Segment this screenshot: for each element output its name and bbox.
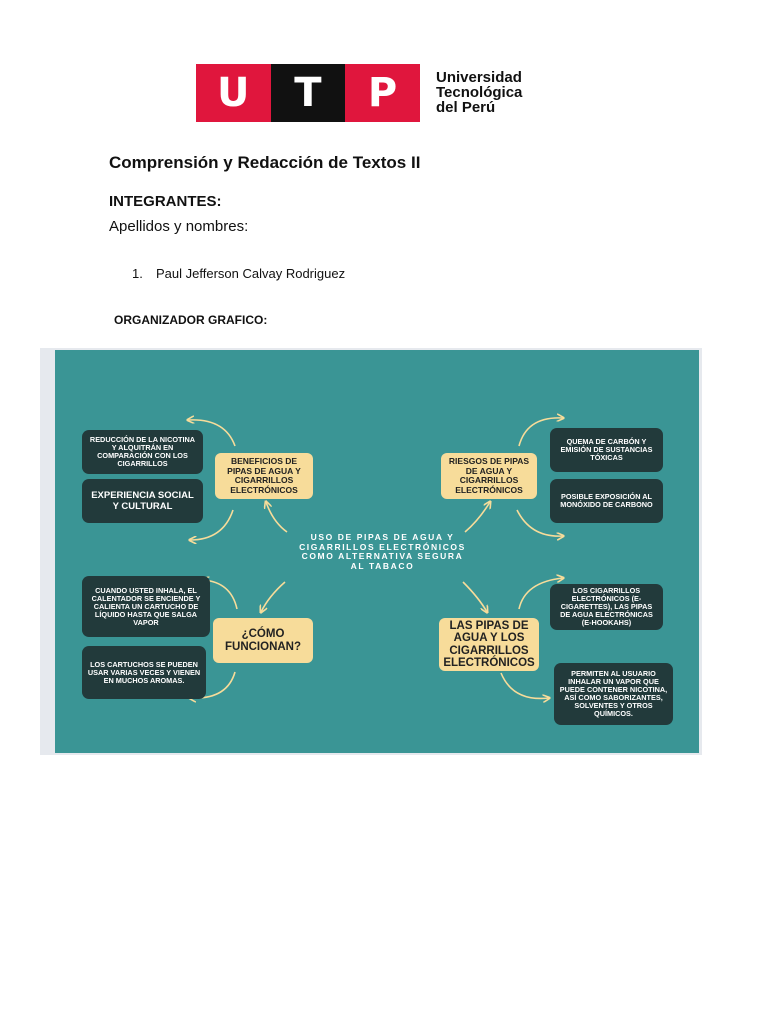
arrow-center-to-how	[261, 582, 285, 612]
organizer-heading: ORGANIZADOR GRAFICO:	[114, 313, 268, 327]
course-title: Comprensión y Redacción de Textos II	[109, 153, 421, 172]
graphic-organizer	[55, 350, 699, 753]
definition-detail-1: LOS CIGARRILLOS ELECTRÓNICOS (E-CIGARETTES), LAS PIPAS DE AGUA ELECTRÓNICAS (E-HOOKAHS)	[550, 584, 663, 630]
definition-node: LAS PIPAS DE AGUA Y LOS CIGARRILLOS ELECTRÓNICOS	[439, 618, 539, 671]
members-heading: INTEGRANTES:	[109, 193, 222, 210]
how-detail-2: LOS CARTUCHOS SE PUEDEN USAR VARIAS VECES Y VIENEN EN MUCHOS AROMAS.	[82, 646, 206, 699]
risks-detail-2: POSIBLE EXPOSICIÓN AL MONÓXIDO DE CARBONO	[550, 479, 663, 523]
member-item	[132, 266, 345, 281]
arrow-center-to-benefits	[266, 502, 287, 532]
logo-letter-p: P	[345, 64, 420, 122]
logo-name-line-1: Universidad	[436, 69, 522, 86]
names-label: Apellidos y nombres:	[109, 218, 249, 235]
benefits-detail-1: REDUCCIÓN DE LA NICOTINA Y ALQUITRÁN EN COMPARACIÓN CON LOS CIGARRILLOS	[82, 430, 203, 474]
member-name: Paul Jefferson Calvay Rodriguez	[156, 266, 346, 281]
logo-university-name	[436, 70, 522, 115]
logo-name-line-2: Tecnológica	[436, 84, 523, 101]
arrow-center-to-definition	[463, 582, 487, 612]
utp-logo	[196, 64, 541, 124]
benefits-node: BENEFICIOS DE PIPAS DE AGUA Y CIGARRILLOS ELECTRÓNICOS	[215, 453, 313, 499]
arrow-definition-to-detail-2	[501, 673, 549, 698]
how-detail-1: CUANDO USTED INHALA, EL CALENTADOR SE ENCIENDE Y CALIENTA UN CARTUCHO DE LÍQUIDO HASTA QUE SALGA VAPOR	[82, 576, 210, 637]
how-it-works-node: ¿CÓMO FUNCIONAN?	[213, 618, 313, 663]
graphic-organizer-frame	[40, 348, 702, 755]
arrow-center-to-risks	[465, 502, 490, 532]
definition-detail-2: PERMITEN AL USUARIO INHALAR UN VAPOR QUE PUEDE CONTENER NICOTINA, ASÍ COMO SABORIZANTES, SOLVENTES Y OTROS QUÍMICOS.	[554, 663, 673, 725]
logo-letter-blocks	[196, 64, 420, 122]
logo-name-line-3: del Perú	[436, 99, 496, 116]
risks-detail-1: QUEMA DE CARBÓN Y EMISIÓN DE SUSTANCIAS TÓXICAS	[550, 428, 663, 472]
member-number: 1.	[132, 266, 143, 281]
diagram-center-topic: USO DE PIPAS DE AGUA Y CIGARRILLOS ELECTRÓNICOS COMO ALTERNATIVA SEGURA AL TABACO	[299, 532, 466, 571]
risks-node: RIESGOS DE PIPAS DE AGUA Y CIGARRILLOS ELECTRÓNICOS	[441, 453, 537, 499]
benefits-detail-2: EXPERIENCIA SOCIAL Y CULTURAL	[82, 479, 203, 523]
logo-letter-u: U	[196, 64, 271, 122]
logo-letter-t: T	[271, 64, 346, 122]
